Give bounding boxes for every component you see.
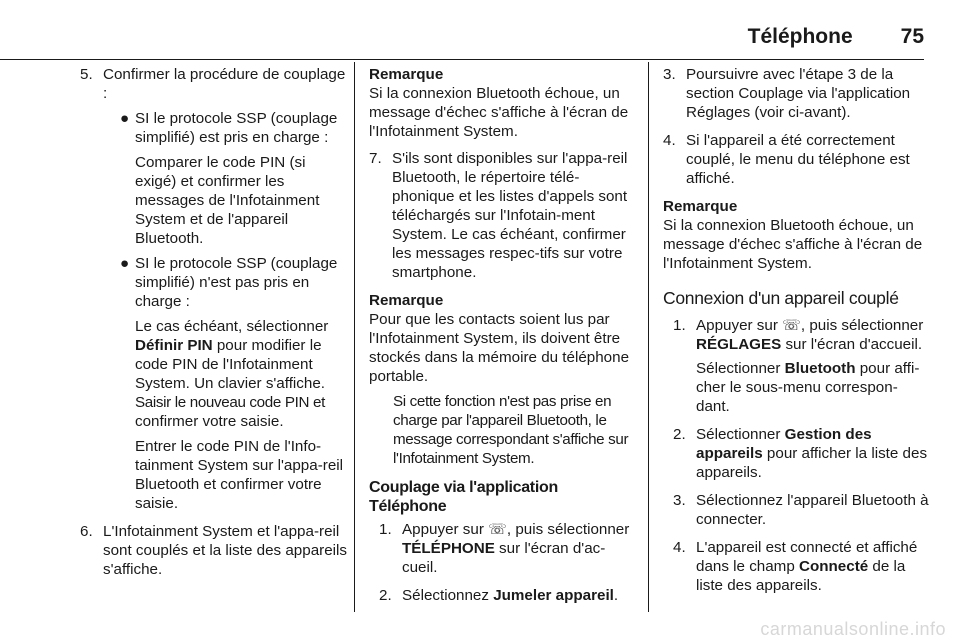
note-box bbox=[369, 65, 637, 141]
note-indent-text: Si cette fonction n'est pas prise en charge par l'appareil Bluetooth, le message correspondant s'affiche sur l'Infotainment System. bbox=[393, 393, 629, 467]
bullet-icon: ● bbox=[120, 110, 130, 127]
ui-term: Définir PIN bbox=[135, 337, 213, 354]
list-text bbox=[402, 520, 637, 577]
text-run: pour affi-cher le sous-menu correspon-dant. bbox=[696, 360, 920, 415]
ui-term: TÉLÉPHONE bbox=[402, 540, 495, 557]
list-item-3 bbox=[663, 65, 929, 122]
list-item-7 bbox=[369, 149, 637, 282]
list-text: Poursuivre avec l'étape 3 de la section Couplage via l'application Réglages (voir ci-avant). bbox=[686, 66, 911, 121]
step-3 bbox=[673, 491, 929, 529]
list-number: 3. bbox=[663, 66, 676, 83]
list-number: 6. bbox=[80, 523, 93, 540]
ui-term: Jumeler appareil bbox=[493, 587, 614, 604]
text-run: confirmer votre saisie. bbox=[135, 413, 284, 430]
text-run: , puis sélectionner bbox=[506, 521, 630, 538]
list-text bbox=[696, 316, 929, 354]
list-text bbox=[696, 425, 929, 482]
step-1 bbox=[379, 520, 637, 577]
note-box bbox=[663, 197, 929, 273]
step-1 bbox=[673, 316, 929, 416]
note-text: Si la connexion Bluetooth échoue, un message d'échec s'affiche à l'écran de l'Infotainment System. bbox=[663, 217, 923, 272]
text-run: . bbox=[613, 587, 619, 604]
bullet-icon: ● bbox=[120, 255, 130, 272]
text-run: Appuyer sur bbox=[402, 521, 489, 538]
column-2 bbox=[369, 65, 637, 614]
text-run: sur l'écran d'ac-cueil. bbox=[402, 540, 606, 576]
steps-list bbox=[663, 316, 929, 595]
note-box bbox=[369, 291, 637, 386]
text-run: L'appareil est connecté et affiché dans le champ bbox=[696, 539, 918, 575]
section-heading: Connexion d'un appareil couplé bbox=[663, 288, 899, 308]
bullet-paragraph: Comparer le code PIN (si exigé) et confirmer les messages de l'Infotainment System et de l'appareil Bluetooth. bbox=[135, 154, 320, 247]
step-2 bbox=[673, 425, 929, 482]
column-divider-2 bbox=[648, 62, 649, 612]
page-title: Téléphone bbox=[747, 25, 853, 48]
text-run: pour afficher la liste des appareils. bbox=[696, 445, 928, 481]
bullet-paragraph bbox=[135, 317, 348, 431]
ui-term: Connecté bbox=[799, 558, 869, 575]
header-rule bbox=[0, 59, 924, 60]
list-text: Confirmer la procédure de couplage : bbox=[103, 66, 346, 102]
list-item-5 bbox=[80, 65, 348, 513]
text-run: pour modifier le code PIN de l'Infotainment System. Un clavier s'affiche. bbox=[135, 337, 325, 392]
list-number: 3. bbox=[673, 492, 686, 509]
text-run: de la liste des appareils. bbox=[696, 558, 906, 594]
step-paragraph bbox=[696, 359, 929, 416]
column-3 bbox=[663, 65, 929, 604]
ui-term: Gestion des appareils bbox=[696, 426, 872, 462]
note-label: Remarque bbox=[663, 198, 738, 215]
list-text bbox=[402, 586, 637, 605]
text-run: sur l'écran d'accueil. bbox=[781, 336, 923, 353]
column-1 bbox=[80, 65, 348, 588]
list-item-4 bbox=[663, 131, 929, 188]
list-number: 1. bbox=[379, 521, 392, 538]
bullet-paragraph: Entrer le code PIN de l'Info-tainment System sur l'appa-reil Bluetooth et confirmer votre saisie. bbox=[135, 438, 344, 512]
bullet-text: SI le protocole SSP (couplage simplifié) n'est pas pris en charge : bbox=[135, 255, 338, 310]
steps-list bbox=[369, 520, 637, 605]
list-text: Si l'appareil a été correctement couplé, le menu du téléphone est affiché. bbox=[686, 132, 910, 187]
list-text: L'Infotainment System et l'appa-reil sont couplés et la liste des appareils s'affiche. bbox=[103, 523, 347, 578]
list-text bbox=[696, 538, 929, 595]
list-number: 4. bbox=[673, 539, 686, 556]
list-number: 7. bbox=[369, 150, 382, 167]
bullet-item-ssp-supported bbox=[103, 109, 348, 248]
list-number: 2. bbox=[673, 426, 686, 443]
text-run: Le cas échéant, sélectionner bbox=[135, 318, 329, 335]
watermark: carmanualsonline.info bbox=[760, 619, 946, 639]
text-run: Sélectionner bbox=[696, 360, 785, 377]
list-number: 2. bbox=[379, 587, 392, 604]
ui-term: RÉGLAGES bbox=[696, 336, 782, 353]
text-run: Saisir le nouveau code PIN et bbox=[135, 394, 325, 411]
phone-icon: ☏ bbox=[488, 521, 507, 538]
list-number: 1. bbox=[673, 317, 686, 334]
note-text: Pour que les contacts soient lus par l'Infotainment System, ils doivent être stockés dans la mémoire du téléphone portable. bbox=[369, 311, 630, 385]
text-run: Appuyer sur bbox=[696, 317, 783, 334]
list-item-6 bbox=[80, 522, 348, 579]
column-divider-1 bbox=[354, 62, 355, 612]
note-label: Remarque bbox=[369, 66, 444, 83]
bullet-text: SI le protocole SSP (couplage simplifié) est pris en charge : bbox=[135, 110, 338, 146]
text-run: Sélectionnez bbox=[402, 587, 494, 604]
list-number: 4. bbox=[663, 132, 676, 149]
page-number: 75 bbox=[900, 25, 924, 48]
note-label: Remarque bbox=[369, 292, 444, 309]
text-run: , puis sélectionner bbox=[800, 317, 924, 334]
list-text: S'ils sont disponibles sur l'appa-reil Bluetooth, le répertoire télé-phonique et les listes d'appels sont téléchargés sur l'Infotain-ment System. Le cas échéant, confirmer les messages respec-tifs sur votre smartphone. bbox=[392, 150, 628, 281]
page-header bbox=[748, 25, 924, 55]
step-4 bbox=[673, 538, 929, 595]
phone-icon: ☏ bbox=[782, 317, 801, 334]
list-text: Sélectionnez l'appareil Bluetooth à connecter. bbox=[696, 492, 929, 528]
bullet-item-ssp-unsupported bbox=[103, 254, 348, 513]
section-heading: Couplage via l'application Téléphone bbox=[369, 479, 558, 515]
note-text: Si la connexion Bluetooth échoue, un message d'échec s'affiche à l'écran de l'Infotainment System. bbox=[369, 85, 629, 140]
list-number: 5. bbox=[80, 66, 93, 83]
text-run: Sélectionner bbox=[696, 426, 785, 443]
step-2 bbox=[379, 586, 637, 605]
ui-term: Bluetooth bbox=[784, 360, 856, 377]
